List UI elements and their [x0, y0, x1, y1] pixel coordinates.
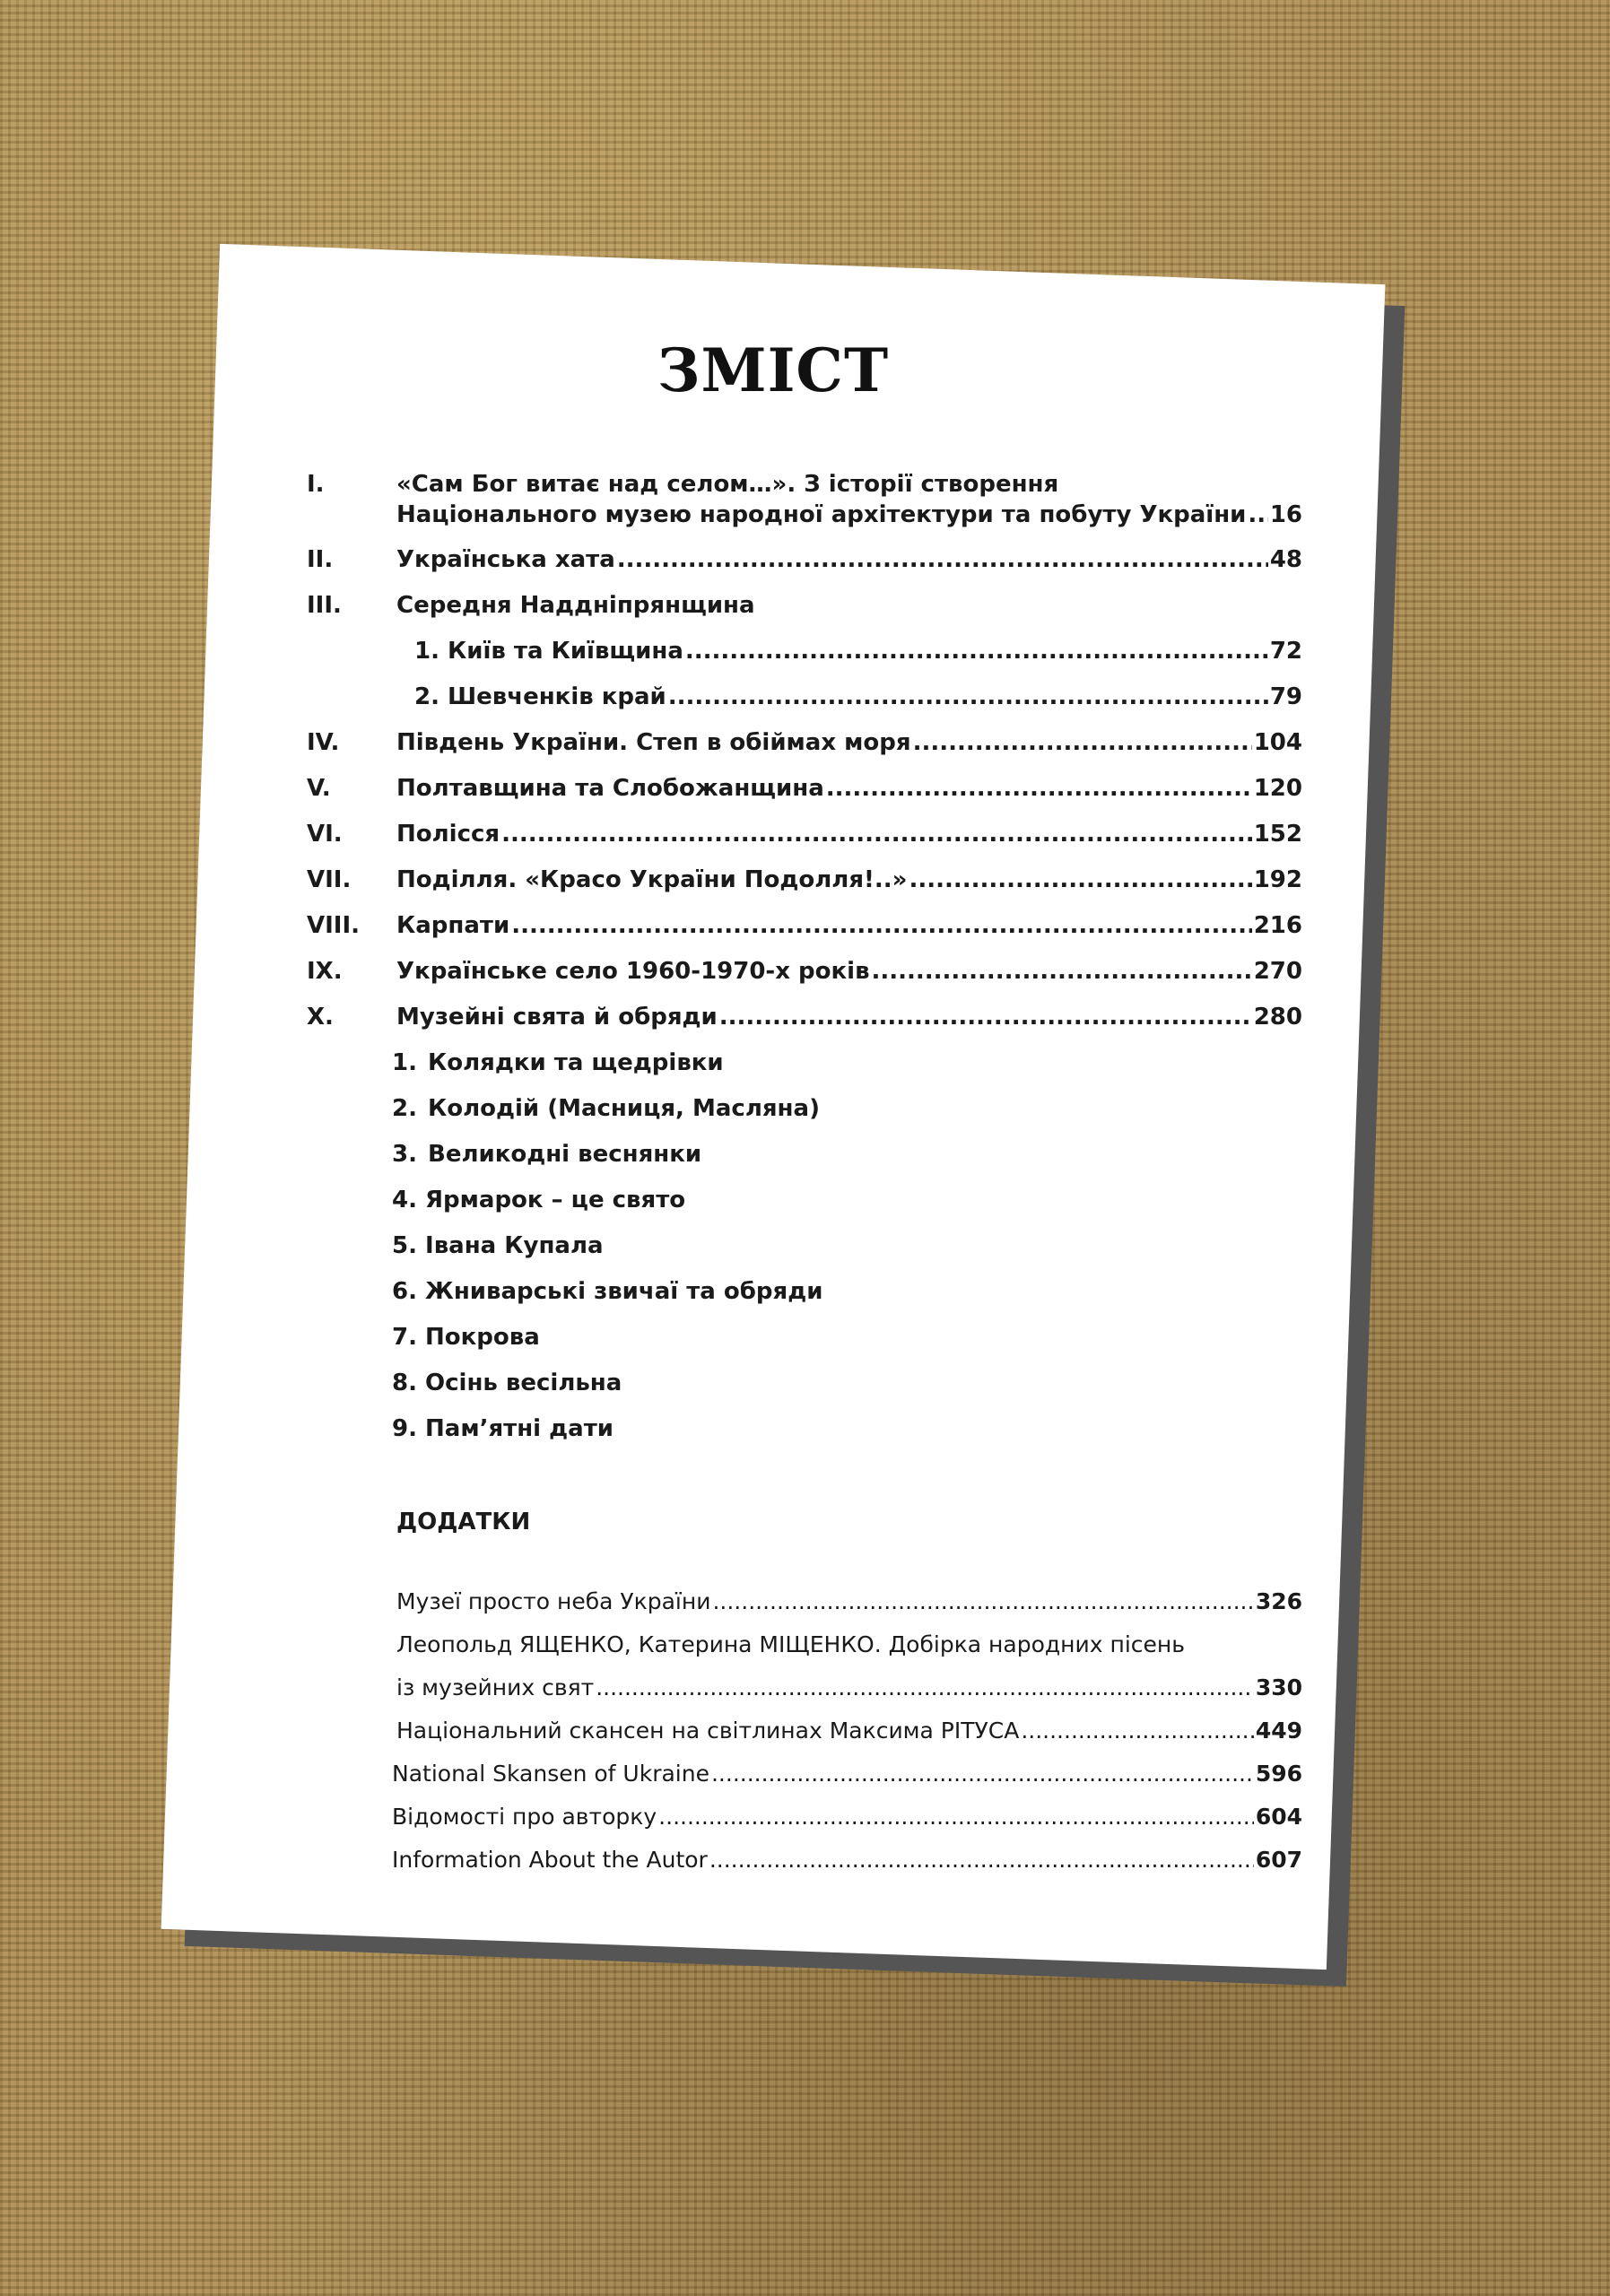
toc-entry-title: Музейні свята й обряди [396, 1004, 718, 1031]
festival-title: Великодні веснянки [428, 1141, 702, 1168]
toc-entry-title: Середня Наддніпрянщина [396, 592, 755, 619]
toc-entry-leader-line [414, 679, 1302, 715]
toc-entry-leader-line [396, 542, 1302, 578]
festival-item[interactable] [392, 1319, 1199, 1355]
toc-entry-title: 1. Київ та Київщина [414, 638, 683, 665]
toc-entry-title: Українська хата [396, 546, 615, 573]
festival-number: 2. [392, 1095, 417, 1122]
toc-entry-title: Поділля. «Красо України Подолля!..» [396, 866, 908, 893]
toc-entry-2[interactable] [307, 542, 1302, 578]
festival-number: 1. [392, 1049, 417, 1076]
festival-title: Колядки та щедрівки [428, 1049, 724, 1076]
toc-entry-10[interactable] [307, 999, 1302, 1035]
dot-leader [511, 908, 1252, 944]
appendix-item-line2[interactable] [387, 1670, 1302, 1706]
toc-entry-8[interactable] [307, 908, 1302, 944]
appendix-page-number: 596 [1255, 1761, 1302, 1787]
appendix-title-line2: із музейних свят [396, 1674, 595, 1700]
appendix-title: National Skansen of Ukraine [392, 1761, 709, 1787]
toc-entry-4[interactable] [307, 725, 1302, 761]
dot-leader [658, 1799, 1254, 1835]
appendix-item[interactable] [383, 1756, 1302, 1792]
toc-entry-leader-line [396, 862, 1302, 898]
toc-entry-number: V. [307, 775, 331, 802]
toc-entry-number: VIII. [307, 912, 361, 939]
festival-title: 7. Покрова [392, 1324, 540, 1351]
appendix-title: Відомості про авторку [392, 1804, 657, 1830]
appendix-item[interactable] [383, 1799, 1302, 1835]
appendix-title: Леопольд ЯЩЕНКО, Катерина МІЩЕНКО. Добірка народних пісень [396, 1631, 1186, 1657]
dot-leader [719, 999, 1252, 1035]
festival-title: Колодій (Масниця, Масляна) [428, 1095, 820, 1122]
toc-entry-number: VI. [307, 821, 343, 848]
toc-entry-9[interactable] [307, 953, 1302, 989]
toc-entry-leader-line [396, 497, 1302, 533]
festival-item[interactable] [392, 1411, 1199, 1447]
festival-title: 4. Ярмарок – це свято [392, 1187, 686, 1213]
appendix-page-number: 449 [1255, 1718, 1302, 1744]
toc-entry-number: I. [307, 471, 325, 498]
toc-entry-leader-line [396, 725, 1302, 761]
dot-leader [826, 770, 1252, 806]
toc-page-number: 79 [1269, 683, 1302, 710]
toc-entry-5[interactable] [307, 770, 1302, 806]
toc-entry-number: IX. [307, 958, 343, 985]
toc-page-number: 216 [1253, 912, 1302, 939]
dot-leader [712, 1584, 1253, 1620]
toc-entry-title: Полтавщина та Слобожанщина [396, 775, 824, 802]
festival-item[interactable] [392, 1274, 1199, 1309]
toc-entry-leader-line [396, 908, 1302, 944]
festival-item[interactable] [392, 1182, 1199, 1218]
toc-entry-number: X. [307, 1004, 334, 1031]
toc-content [190, 264, 1356, 1950]
toc-entry-leader-line [414, 633, 1302, 669]
toc-entry-number: IV. [307, 729, 340, 756]
toc-page-number: 152 [1253, 821, 1302, 848]
toc-entry-leader-line [396, 953, 1302, 989]
appendix-page-number: 330 [1255, 1674, 1302, 1700]
toc-entry-7[interactable] [307, 862, 1302, 898]
appendix-heading: ДОДАТКИ [396, 1509, 531, 1535]
toc-entry-leader-line [396, 770, 1302, 806]
appendix-page-number: 604 [1255, 1804, 1302, 1830]
festival-title: 5. Івана Купала [392, 1232, 604, 1259]
toc-page-number: 104 [1253, 729, 1302, 756]
appendix-page-number: 326 [1255, 1588, 1302, 1614]
dot-leader [668, 679, 1268, 715]
festival-item[interactable] [392, 1091, 1199, 1126]
appendix-title: Information About the Autor [392, 1847, 708, 1873]
toc-page-number: 270 [1253, 958, 1302, 985]
toc-page-number: 72 [1269, 638, 1302, 665]
appendix-item[interactable] [387, 1584, 1302, 1620]
toc-entry-title: Національного музею народної архітектури та побуту України [396, 501, 1247, 528]
appendix-item[interactable] [383, 1842, 1302, 1878]
dot-leader [1021, 1713, 1253, 1749]
toc-page-number: 120 [1253, 775, 1302, 802]
dot-leader [1248, 497, 1267, 533]
appendix-title: Національний скансен на світлинах Максима РІТУСА [396, 1718, 1020, 1744]
dot-leader [711, 1756, 1254, 1792]
page-title: ЗМІСТ [657, 335, 890, 405]
appendix-item[interactable] [387, 1713, 1302, 1749]
toc-entry-3[interactable] [307, 587, 1302, 623]
toc-subentry-kyiv[interactable] [307, 633, 1302, 669]
appendix-title: Музеї просто неба України [396, 1588, 711, 1614]
toc-page-number: 48 [1269, 546, 1302, 573]
toc-entry-title: Карпати [396, 912, 510, 939]
festival-item[interactable] [392, 1136, 1199, 1172]
dot-leader [617, 542, 1268, 578]
toc-entry-title: Південь України. Степ в обіймах моря [396, 729, 911, 756]
toc-entry-1-line2[interactable] [307, 497, 1302, 533]
festival-title: 9. Пам’ятні дати [392, 1415, 614, 1442]
dot-leader [709, 1842, 1254, 1878]
toc-page [161, 244, 1386, 1970]
toc-page-number: 192 [1253, 866, 1302, 893]
dot-leader [685, 633, 1268, 669]
dot-leader [913, 725, 1252, 761]
toc-entry-title: 2. Шевченків край [414, 683, 666, 710]
toc-page-number: 280 [1253, 1004, 1302, 1031]
dot-leader [909, 862, 1251, 898]
toc-entry-title-line1: «Сам Бог витає над селом…». З історії створення [396, 471, 1059, 498]
festival-title: 8. Осінь весільна [392, 1370, 622, 1396]
dot-leader [501, 816, 1252, 852]
toc-entry-number: II. [307, 546, 334, 573]
dot-leader [872, 953, 1252, 989]
festival-item[interactable] [392, 1365, 1199, 1401]
toc-entry-title: Українське село 1960-1970-х років [396, 958, 870, 985]
toc-entry-number: III. [307, 592, 342, 619]
festival-title: 6. Жниварські звичаї та обряди [392, 1278, 823, 1305]
festival-item[interactable] [392, 1228, 1199, 1264]
appendix-page-number: 607 [1255, 1847, 1302, 1873]
toc-page-number: 16 [1269, 501, 1302, 528]
toc-entry-leader-line [396, 999, 1302, 1035]
toc-subentry-shevchenko[interactable] [307, 679, 1302, 715]
dot-leader [596, 1670, 1254, 1706]
toc-entry-number: VII. [307, 866, 352, 893]
appendix-item[interactable] [387, 1627, 1302, 1663]
festival-item[interactable] [392, 1045, 1199, 1081]
toc-entry-6[interactable] [307, 816, 1302, 852]
festival-number: 3. [392, 1141, 417, 1168]
toc-entry-title: Полісся [396, 821, 500, 848]
toc-entry-leader-line [396, 816, 1302, 852]
